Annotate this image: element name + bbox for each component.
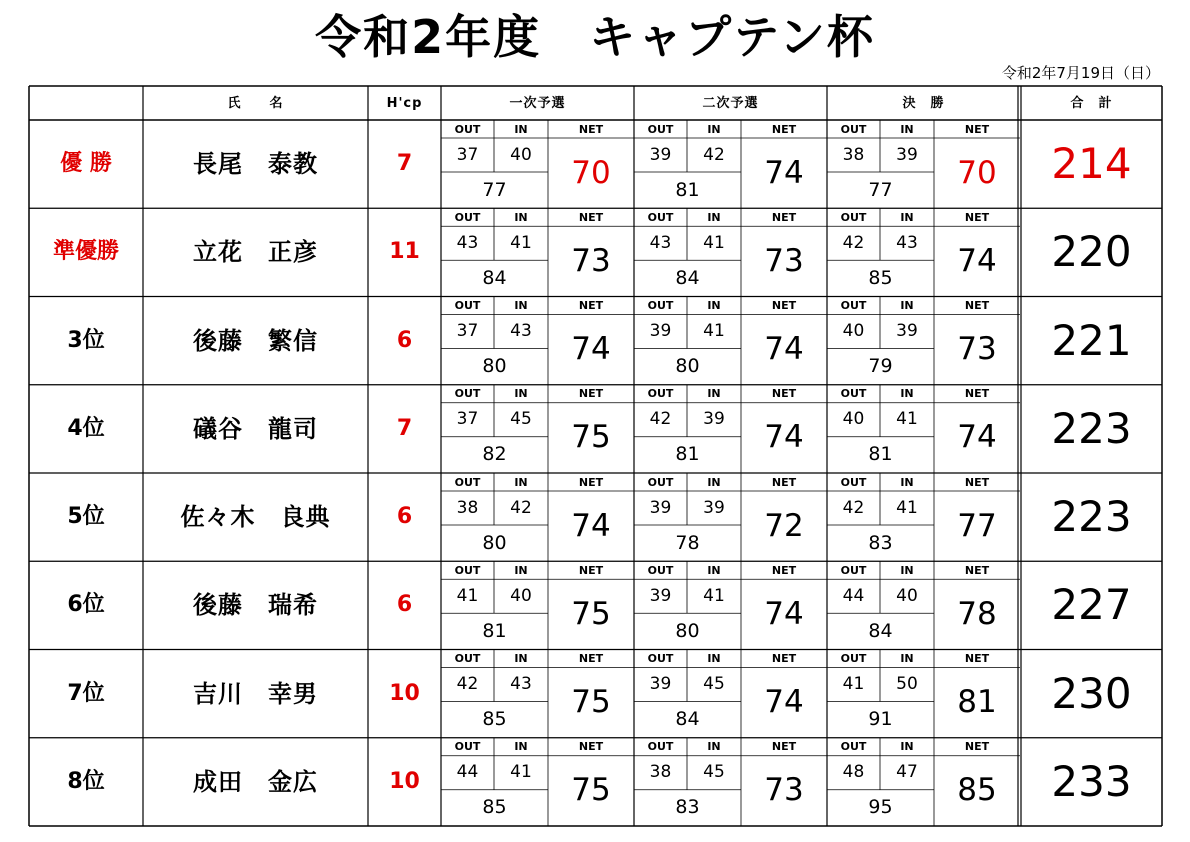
score-net: 73 bbox=[764, 242, 804, 279]
handicap-value: 10 bbox=[389, 768, 420, 794]
score-out: 48 bbox=[842, 762, 865, 783]
score-in: 39 bbox=[896, 321, 918, 341]
score-in: 43 bbox=[896, 232, 918, 253]
player-name: 成田 金広 bbox=[193, 767, 318, 796]
score-net: 72 bbox=[764, 507, 804, 544]
score-net: 74 bbox=[764, 331, 804, 368]
score-net: 75 bbox=[571, 595, 611, 632]
player-name: 長尾 泰教 bbox=[193, 150, 318, 179]
score-gross: 84 bbox=[675, 708, 700, 731]
sub-header-net: NET bbox=[771, 122, 797, 136]
score-net: 74 bbox=[571, 331, 611, 368]
sub-header-in: IN bbox=[707, 122, 721, 136]
score-in: 42 bbox=[510, 497, 532, 518]
score-gross: 91 bbox=[868, 708, 893, 731]
total-score: 223 bbox=[1051, 492, 1132, 542]
score-in: 47 bbox=[896, 762, 918, 783]
total-score: 214 bbox=[1051, 139, 1132, 189]
score-out: 42 bbox=[456, 674, 479, 694]
score-gross: 78 bbox=[675, 531, 700, 554]
sub-header-net: NET bbox=[578, 652, 604, 665]
sub-header-in: IN bbox=[900, 740, 914, 754]
score-in: 45 bbox=[510, 409, 532, 430]
sub-header-net: NET bbox=[578, 299, 604, 312]
score-net: 74 bbox=[764, 595, 804, 632]
score-out: 44 bbox=[842, 585, 865, 606]
score-net: 73 bbox=[764, 772, 804, 809]
sub-header-net: NET bbox=[771, 387, 797, 401]
sub-header-net: NET bbox=[578, 122, 604, 136]
score-out: 39 bbox=[649, 321, 672, 341]
score-gross: 81 bbox=[675, 178, 700, 201]
rank-label: 6位 bbox=[67, 592, 105, 618]
sub-header-out: OUT bbox=[454, 475, 481, 489]
column-header-round-1: 一次予選 bbox=[509, 95, 566, 111]
score-in: 50 bbox=[896, 674, 918, 694]
sub-header-in: IN bbox=[514, 563, 528, 577]
page-title: 令和2年度 キャプテン杯 bbox=[315, 10, 875, 64]
sub-header-in: IN bbox=[900, 122, 914, 136]
score-in: 39 bbox=[703, 497, 725, 518]
sub-header-net: NET bbox=[964, 299, 990, 312]
sub-header-net: NET bbox=[578, 210, 604, 224]
column-header-name: 氏 名 bbox=[227, 95, 284, 111]
score-net: 74 bbox=[764, 419, 804, 456]
score-in: 43 bbox=[510, 321, 532, 341]
player-name: 立花 正彦 bbox=[193, 238, 318, 267]
sub-header-net: NET bbox=[771, 210, 797, 224]
score-in: 41 bbox=[703, 321, 725, 341]
score-in: 39 bbox=[896, 144, 918, 165]
score-gross: 79 bbox=[868, 355, 893, 378]
score-gross: 85 bbox=[868, 266, 893, 289]
score-net: 78 bbox=[957, 595, 997, 632]
sub-header-out: OUT bbox=[454, 299, 481, 312]
score-gross: 84 bbox=[675, 266, 700, 289]
sub-header-in: IN bbox=[900, 475, 914, 489]
sub-header-out: OUT bbox=[647, 387, 674, 401]
total-score: 230 bbox=[1051, 668, 1132, 718]
sub-header-in: IN bbox=[900, 563, 914, 577]
sub-header-in: IN bbox=[514, 740, 528, 754]
sub-header-out: OUT bbox=[840, 299, 867, 312]
score-net: 70 bbox=[571, 154, 611, 191]
score-gross: 83 bbox=[675, 796, 700, 819]
score-out: 42 bbox=[842, 232, 865, 253]
score-net: 73 bbox=[957, 331, 997, 368]
sub-header-out: OUT bbox=[454, 210, 481, 224]
rank-label: 8位 bbox=[67, 768, 105, 794]
sub-header-out: OUT bbox=[647, 122, 674, 136]
sub-header-out: OUT bbox=[840, 387, 867, 401]
sub-header-net: NET bbox=[964, 475, 990, 489]
total-score: 220 bbox=[1051, 227, 1132, 277]
sub-header-out: OUT bbox=[454, 652, 481, 665]
column-header-hcp: H'cp bbox=[386, 95, 423, 111]
column-header-round-3: 決 勝 bbox=[902, 95, 945, 111]
sub-header-net: NET bbox=[578, 563, 604, 577]
score-gross: 84 bbox=[868, 619, 893, 642]
score-gross: 82 bbox=[482, 443, 507, 466]
sub-header-in: IN bbox=[514, 122, 528, 136]
score-in: 45 bbox=[703, 762, 725, 783]
sub-header-net: NET bbox=[578, 475, 604, 489]
sub-header-in: IN bbox=[707, 475, 721, 489]
sub-header-net: NET bbox=[771, 475, 797, 489]
score-out: 37 bbox=[456, 321, 479, 341]
rank-label: 4位 bbox=[67, 415, 105, 441]
score-in: 41 bbox=[896, 497, 918, 518]
sub-header-net: NET bbox=[964, 652, 990, 665]
score-out: 44 bbox=[456, 762, 479, 783]
sub-header-net: NET bbox=[771, 652, 797, 665]
rank-label: 3位 bbox=[67, 327, 105, 353]
score-out: 39 bbox=[649, 497, 672, 518]
rank-label: 優 勝 bbox=[60, 151, 112, 177]
score-out: 42 bbox=[649, 409, 672, 430]
sub-header-in: IN bbox=[707, 652, 721, 665]
score-in: 41 bbox=[510, 762, 532, 783]
score-gross: 81 bbox=[868, 443, 893, 466]
handicap-value: 6 bbox=[396, 504, 413, 530]
player-name: 後藤 繁信 bbox=[193, 326, 318, 355]
score-in: 41 bbox=[510, 232, 532, 253]
score-gross: 81 bbox=[675, 443, 700, 466]
score-gross: 85 bbox=[482, 708, 507, 731]
score-out: 43 bbox=[456, 232, 479, 253]
score-out: 38 bbox=[456, 497, 479, 518]
score-in: 45 bbox=[703, 674, 725, 694]
rank-label: 5位 bbox=[67, 504, 105, 530]
handicap-value: 6 bbox=[396, 327, 413, 353]
score-net: 81 bbox=[957, 684, 997, 721]
score-out: 39 bbox=[649, 144, 672, 165]
sub-header-in: IN bbox=[707, 299, 721, 312]
sub-header-in: IN bbox=[707, 210, 721, 224]
sub-header-out: OUT bbox=[840, 210, 867, 224]
sub-header-net: NET bbox=[964, 740, 990, 754]
sub-header-net: NET bbox=[771, 299, 797, 312]
score-out: 38 bbox=[649, 762, 672, 783]
score-in: 40 bbox=[510, 585, 532, 606]
score-in: 42 bbox=[703, 144, 725, 165]
sub-header-out: OUT bbox=[647, 210, 674, 224]
sub-header-out: OUT bbox=[840, 563, 867, 577]
sub-header-out: OUT bbox=[840, 652, 867, 665]
sub-header-in: IN bbox=[900, 210, 914, 224]
score-out: 39 bbox=[649, 585, 672, 606]
sub-header-net: NET bbox=[771, 563, 797, 577]
sub-header-out: OUT bbox=[454, 387, 481, 401]
sub-header-in: IN bbox=[900, 652, 914, 665]
score-gross: 77 bbox=[482, 178, 507, 201]
sub-header-in: IN bbox=[514, 475, 528, 489]
sub-header-out: OUT bbox=[840, 122, 867, 136]
score-net: 74 bbox=[764, 684, 804, 721]
score-net: 74 bbox=[957, 419, 997, 456]
rank-label: 準優勝 bbox=[52, 239, 119, 265]
player-name: 礒谷 龍司 bbox=[193, 414, 318, 443]
total-score: 221 bbox=[1051, 315, 1132, 365]
sub-header-in: IN bbox=[514, 387, 528, 401]
score-gross: 83 bbox=[868, 531, 893, 554]
score-out: 37 bbox=[456, 409, 479, 430]
sub-header-in: IN bbox=[514, 299, 528, 312]
sub-header-in: IN bbox=[514, 652, 528, 665]
column-header-round-2: 二次予選 bbox=[702, 95, 759, 111]
score-net: 85 bbox=[957, 772, 997, 809]
sub-header-out: OUT bbox=[840, 740, 867, 754]
score-out: 39 bbox=[649, 674, 672, 694]
player-name: 吉川 幸男 bbox=[193, 679, 318, 708]
sub-header-in: IN bbox=[707, 563, 721, 577]
rank-label: 7位 bbox=[67, 680, 105, 706]
score-gross: 81 bbox=[482, 619, 507, 642]
player-name: 後藤 瑞希 bbox=[193, 591, 318, 620]
sub-header-net: NET bbox=[964, 387, 990, 401]
sub-header-net: NET bbox=[964, 563, 990, 577]
score-out: 41 bbox=[456, 585, 479, 606]
total-score: 233 bbox=[1051, 756, 1132, 806]
score-gross: 80 bbox=[675, 619, 700, 642]
score-net: 74 bbox=[764, 154, 804, 191]
sub-header-out: OUT bbox=[647, 563, 674, 577]
score-net: 73 bbox=[571, 242, 611, 279]
score-gross: 85 bbox=[482, 796, 507, 819]
sub-header-in: IN bbox=[707, 387, 721, 401]
score-in: 40 bbox=[510, 144, 532, 165]
score-out: 38 bbox=[842, 144, 865, 165]
handicap-value: 7 bbox=[396, 151, 413, 177]
score-gross: 95 bbox=[868, 796, 893, 819]
score-out: 40 bbox=[842, 409, 865, 430]
sub-header-in: IN bbox=[900, 299, 914, 312]
score-gross: 80 bbox=[675, 355, 700, 378]
sub-header-out: OUT bbox=[647, 475, 674, 489]
score-net: 70 bbox=[957, 154, 997, 191]
handicap-value: 7 bbox=[396, 415, 413, 441]
score-net: 75 bbox=[571, 772, 611, 809]
sub-header-net: NET bbox=[964, 210, 990, 224]
score-in: 43 bbox=[510, 674, 532, 694]
score-in: 41 bbox=[896, 409, 918, 430]
column-header-total: 合 計 bbox=[1070, 95, 1113, 111]
score-out: 37 bbox=[456, 144, 479, 165]
event-date: 令和2年7月19日（日） bbox=[1001, 64, 1160, 82]
score-gross: 84 bbox=[482, 266, 507, 289]
score-net: 75 bbox=[571, 419, 611, 456]
sub-header-out: OUT bbox=[454, 740, 481, 754]
sub-header-out: OUT bbox=[840, 475, 867, 489]
score-in: 41 bbox=[703, 585, 725, 606]
sub-header-in: IN bbox=[707, 740, 721, 754]
score-net: 74 bbox=[571, 507, 611, 544]
sub-header-out: OUT bbox=[647, 740, 674, 754]
sub-header-net: NET bbox=[578, 740, 604, 754]
sub-header-out: OUT bbox=[647, 652, 674, 665]
total-score: 227 bbox=[1051, 580, 1132, 630]
handicap-value: 10 bbox=[389, 680, 420, 706]
score-in: 41 bbox=[703, 232, 725, 253]
player-name: 佐々木 良典 bbox=[180, 503, 331, 532]
score-in: 39 bbox=[703, 409, 725, 430]
score-gross: 77 bbox=[868, 178, 893, 201]
sub-header-out: OUT bbox=[454, 563, 481, 577]
sub-header-in: IN bbox=[514, 210, 528, 224]
total-score: 223 bbox=[1051, 403, 1132, 453]
score-out: 40 bbox=[842, 321, 865, 341]
sub-header-net: NET bbox=[578, 387, 604, 401]
score-in: 40 bbox=[896, 585, 918, 606]
sub-header-net: NET bbox=[964, 122, 990, 136]
score-net: 75 bbox=[571, 684, 611, 721]
sub-header-out: OUT bbox=[454, 122, 481, 136]
score-net: 74 bbox=[957, 242, 997, 279]
score-net: 77 bbox=[957, 507, 997, 544]
score-out: 43 bbox=[649, 232, 672, 253]
score-gross: 80 bbox=[482, 355, 507, 378]
sub-header-net: NET bbox=[771, 740, 797, 754]
sub-header-in: IN bbox=[900, 387, 914, 401]
handicap-value: 11 bbox=[389, 239, 420, 265]
handicap-value: 6 bbox=[396, 592, 413, 618]
score-out: 42 bbox=[842, 497, 865, 518]
score-gross: 80 bbox=[482, 531, 507, 554]
score-out: 41 bbox=[842, 674, 865, 694]
sub-header-out: OUT bbox=[647, 299, 674, 312]
